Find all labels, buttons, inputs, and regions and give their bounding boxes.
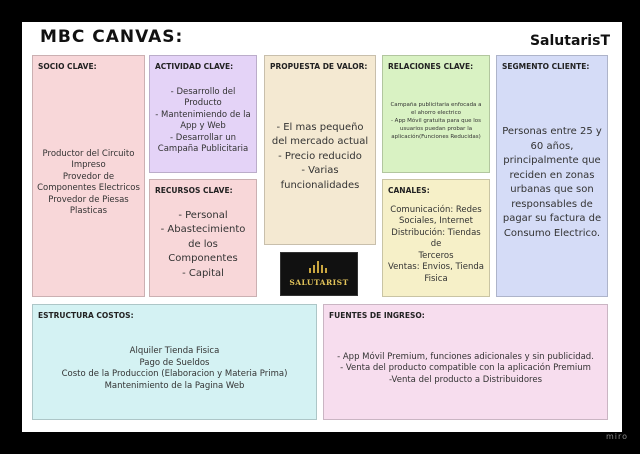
card-line: Provedor de <box>62 171 115 182</box>
card-line: Campaña Publicitaria <box>157 144 249 154</box>
card-title: RELACIONES CLAVE: <box>388 62 474 71</box>
card-line: principalmente que <box>503 155 601 166</box>
brand-name: SalutarisT <box>529 33 610 49</box>
logo-text: SALUTARIST <box>289 278 349 287</box>
card-line: - Abastecimiento <box>160 224 246 236</box>
miro-watermark: miro <box>605 432 628 441</box>
card-line: el ahorro electrico <box>411 110 461 116</box>
card-title: ESTRUCTURA COSTOS: <box>38 311 134 320</box>
card-line: de los <box>188 238 218 250</box>
card-line: Componentes Electricos <box>37 183 140 193</box>
salutarist-logo <box>280 252 358 296</box>
card-body <box>500 76 604 290</box>
card-body <box>327 325 604 413</box>
card-line: Pago de Sueldos <box>139 357 210 368</box>
card-line: Campaña publicitaria enfocada a <box>390 102 482 108</box>
card-line: responsables de <box>511 198 593 210</box>
card-socio-clave[interactable] <box>32 55 145 297</box>
card-estructura-costos[interactable] <box>32 304 317 420</box>
card-line: Plasticas <box>69 206 108 216</box>
card-line: - Desarrollo del <box>170 86 236 97</box>
card-body <box>386 76 486 166</box>
card-line: - Capital <box>182 267 224 279</box>
card-title: SOCIO CLAVE: <box>38 62 97 71</box>
card-line: Impreso <box>71 160 106 170</box>
card-line: urbanas que son <box>510 184 594 195</box>
card-line: Provedor de Piesas <box>48 194 129 205</box>
card-line: App y Web <box>180 121 226 131</box>
card-body <box>386 200 486 290</box>
card-line: reciden en zonas <box>509 169 595 181</box>
card-line: - Mantenimiendo de la <box>155 109 251 120</box>
card-actividad-clave[interactable] <box>149 55 257 173</box>
card-title: FUENTES DE INGRESO: <box>329 311 425 320</box>
card-line: Mantenimiento de la Pagina Web <box>104 380 245 391</box>
card-line: -Venta del producto a Distribuidores <box>388 374 542 385</box>
card-line: Distribución: Tiendas de <box>391 227 481 250</box>
card-body <box>268 76 372 238</box>
card-line: Alquiler Tienda Fisica <box>129 346 220 356</box>
card-line: - El mas pequeño <box>276 121 364 133</box>
card-line: Fisica <box>424 273 448 284</box>
card-line: del mercado actual <box>271 136 369 148</box>
card-title: ACTIVIDAD CLAVE: <box>155 62 234 71</box>
card-segmento-cliente[interactable] <box>496 55 608 297</box>
card-title: CANALES: <box>388 186 430 195</box>
card-title: PROPUESTA DE VALOR: <box>270 62 368 71</box>
card-recursos-clave[interactable] <box>149 179 257 297</box>
card-line: Componentes <box>168 253 238 265</box>
card-title: SEGMENTO CLIENTE: <box>502 62 590 71</box>
card-line: - Desarrollar un <box>170 132 236 143</box>
card-line: Ventas: Envios, Tienda <box>387 262 484 273</box>
card-line: funcionalidades <box>280 179 360 191</box>
card-relaciones-clave[interactable] <box>382 55 490 173</box>
card-fuentes-ingreso[interactable] <box>323 304 608 420</box>
card-line: Productor del Circuito <box>42 148 135 159</box>
card-canales[interactable] <box>382 179 490 297</box>
card-body <box>36 325 313 413</box>
card-line: - Personal <box>178 209 228 221</box>
card-line: Personas entre 25 y <box>502 126 602 137</box>
card-body <box>153 76 253 166</box>
card-line: - Precio reducido <box>278 150 362 162</box>
card-body <box>153 200 253 290</box>
card-line: Costo de la Produccion (Elaboracion y Materia Prima) <box>61 369 288 379</box>
page-title: MBC CANVAS: <box>40 27 184 47</box>
card-line: Sociales, Internet <box>398 216 473 227</box>
card-line: Terceros <box>418 250 454 261</box>
card-line: - Venta del producto compatible con la aplicación Premium <box>340 363 591 374</box>
card-line: usuarios puedan probar la <box>399 126 473 132</box>
card-line: Consumo Electrico. <box>503 227 601 239</box>
card-line: 60 años, <box>530 140 574 152</box>
card-line: - Varias <box>301 165 339 177</box>
card-propuesta-valor[interactable] <box>264 55 376 245</box>
card-line: Comunicación: Redes <box>390 204 482 215</box>
card-line: pagar su factura de <box>502 213 602 224</box>
card-line: - App Móvil gratuita para que los <box>390 118 482 124</box>
card-line: aplicación(Funciones Reducidas) <box>391 134 481 140</box>
card-body <box>36 76 141 290</box>
card-title: RECURSOS CLAVE: <box>155 186 233 195</box>
card-line: - App Móvil Premium, funciones adicionales y sin publicidad. <box>337 351 594 362</box>
logo-bars-icon <box>309 259 331 273</box>
card-line: Producto <box>184 98 222 108</box>
